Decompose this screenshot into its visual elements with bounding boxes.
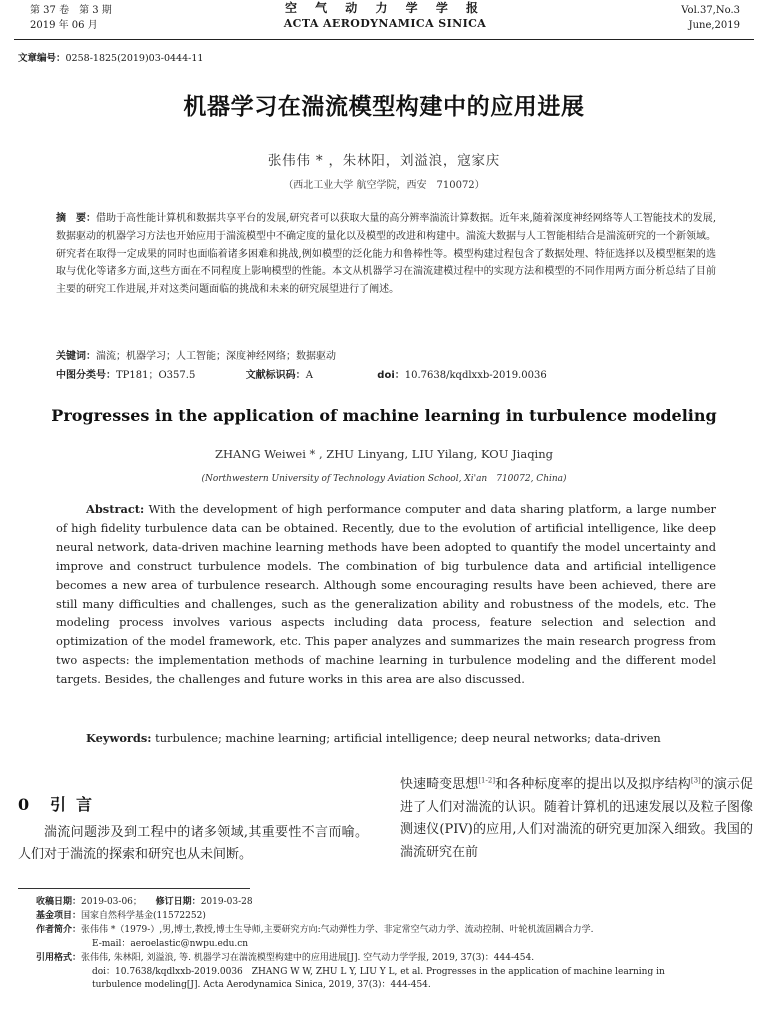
journal-name-cn: 空 气 动 力 学 学 报 [284, 1, 486, 15]
footnote-dates [36, 896, 756, 910]
keywords-en [56, 729, 716, 748]
section-title: 引言 [50, 795, 103, 814]
citation-doi: doi：10.7638/kqdlxxb-2019.0036 ZHANG W W, ZHU L Y, LIU Y L, et al. Progresses in the application of machine learning in [92, 966, 665, 977]
doi-label: doi： [377, 370, 405, 381]
journal-masthead [200, 1, 570, 31]
header-date-en: June,2019 [688, 20, 740, 31]
clc-label: 中图分类号： [56, 370, 116, 381]
received-label: 收稿日期： [36, 897, 82, 907]
article-number-value: 0258-1825(2019)03-0444-11 [65, 53, 204, 64]
affiliation-en: (Northwestern University of Technology Aviation School, Xi'an 710072, China) [201, 474, 567, 484]
doc-code-label: 文献标识码： [245, 370, 306, 381]
citation-en: turbulence modeling[J]. Acta Aerodynamica Sinica, 2019, 37(3)：444-454. [92, 980, 431, 991]
abstract-en-text: With the development of high performance computer and data sharing platform, a large number of high fidelity turbulence data can be obtained. Recently, due to the evolution of artificial intelligence, like deep neural network, data-driven machine learning methods have been adopted to quantify the model uncertainty and improve and construct turbulence models. The combination of big turbulence data and artificial intelligence becomes a new area of turbulence research. Although some encouraging results have been achieved, there are still many difficulties and challenges, such as the generalization ability and robustness of the models, etc. The modeling process involves various aspects including data process, feature selection and selection and optimization of the model framework, etc. This paper analyzes and summarizes the main research progress from two aspects: the implementation methods of machine learning in turbulence modeling and the different model targets. Besides, the challenges and future works in this area are also discussed. [56, 502, 717, 687]
revised-label: 修订日期： [155, 897, 201, 907]
abstract-en-label: Abstract: [86, 502, 145, 516]
keywords-en-text: turbulence; machine learning; artificial intelligence; deep neural networks; data-driven [155, 731, 661, 745]
author-bio-text: 张伟伟 *（1979-）,男,博士,教授,博士生导师,主要研究方向:气动弹性力学、非定常空气动力学、流动控制、叶轮机流固耦合力学. [81, 924, 594, 935]
citation-ref-3[interactable]: [3] [690, 776, 701, 785]
abstract-cn-label: 摘 要： [56, 213, 97, 224]
header-date-cn: 2019 年 06 月 [30, 20, 98, 31]
citation-cn: 张伟伟, 朱林阳, 刘溢浪, 等. 机器学习在湍流模型构建中的应用进展[J]. 空气动力学学报, 2019, 37(3)：444-454. [81, 952, 535, 963]
intro-left-column: 湍流问题涉及到工程中的诸多领域,其重要性不言而喻。人们对于湍流的探索和研究也从未间断。 [18, 825, 368, 862]
authors-cn: 张伟伟 * ，朱林阳，刘溢浪，寇家庆 [267, 153, 501, 169]
right-col-text-2: 和各种标度率的提出以及拟序结构 [495, 777, 691, 792]
right-col-text-3: 的演示促进了人们对湍流的认识。随着计算机的迅速发展以及粒子图像测速仪(PIV)的应用,人们对湍流的研究更加深入细致。我国的湍流研究在前 [400, 777, 753, 860]
footnote-citation [36, 952, 756, 966]
title-en: Progresses in the application of machine learning in turbulence modeling [51, 406, 717, 425]
right-col-text-1: 快速畸变思想 [400, 777, 479, 792]
header-volume-en-block [681, 3, 740, 33]
citation-label: 引用格式： [36, 952, 82, 963]
header-volume-cn: 第 37 卷 第 3 期 [30, 5, 112, 16]
header-volume-en: Vol.37,No.3 [681, 5, 740, 16]
author-email[interactable]: E-mail：aeroelastic@nwpu.edu.cn [92, 938, 249, 949]
footnote-divider [18, 888, 250, 889]
citation-ref-1-2[interactable]: [1-2] [478, 776, 496, 785]
received-date: 2019-03-06； [81, 897, 142, 907]
keywords-cn-label: 关键词： [56, 351, 96, 362]
abstract-cn [56, 210, 716, 299]
journal-name-en: ACTA AERODYNAMICA SINICA [283, 17, 487, 30]
footnote-fund [36, 910, 756, 924]
keywords-cn-text: 湍流；机器学习；人工智能；深度神经网络；数据驱动 [96, 351, 336, 362]
fund-text: 国家自然科学基金(11572252) [81, 910, 206, 921]
abstract-en [56, 500, 716, 689]
author-bio-label: 作者简介： [36, 924, 82, 935]
revised-date: 2019-03-28 [200, 897, 253, 907]
doi-value[interactable]: 10.7638/kqdlxxb-2019.0036 [404, 370, 547, 381]
authors-en: ZHANG Weiwei * , ZHU Linyang, LIU Yilang, KOU Jiaqing [214, 447, 554, 461]
title-cn: 机器学习在湍流模型构建中的应用进展 [183, 94, 585, 120]
keywords-cn [56, 349, 716, 365]
fund-label: 基金项目： [36, 910, 82, 921]
footnotes [36, 896, 756, 993]
header-volume-issue [30, 3, 112, 33]
header-divider [14, 39, 754, 40]
section-heading-intro [18, 792, 102, 815]
footnote-author [36, 924, 756, 938]
section-number: 0 [18, 795, 30, 814]
abstract-cn-text: 借助于高性能计算机和数据共享平台的发展,研究者可以获取大量的高分辨率湍流计算数据。近年来,随着深度神经网络等人工智能技术的发展,数据驱动的机器学习方法也开始应用于湍流模型中不确定度的量化以及模型的改进和构建中。湍流大数据与人工智能相结合是湍流研究的一个新领域。研究者在取得一定成果的同时也面临着诸多困难和挑战,例如模型的泛化能力和鲁棒性等。模型构建过程包含了数据处理、特征选择以及模型框架的选取与优化等诸多方面,这些方面在不同程度上影响模型的性能。本文从机器学习在湍流建模过程中的实现方法和模型的不同作用两方面分析总结了目前主要的研究工作进展,并对这类问题面临的挑战和未来的研究展望进行了阐述。 [56, 213, 716, 296]
clc-value: TP181；O357.5 [116, 370, 196, 381]
article-number [18, 50, 203, 64]
affiliation-cn: （西北工业大学 航空学院，西安 710072） [283, 180, 485, 191]
doc-code-value: A [305, 370, 313, 381]
intro-right-column [400, 774, 753, 864]
keywords-en-label: Keywords: [86, 731, 152, 745]
classification-line [56, 368, 716, 384]
article-number-label: 文章编号： [18, 53, 66, 64]
